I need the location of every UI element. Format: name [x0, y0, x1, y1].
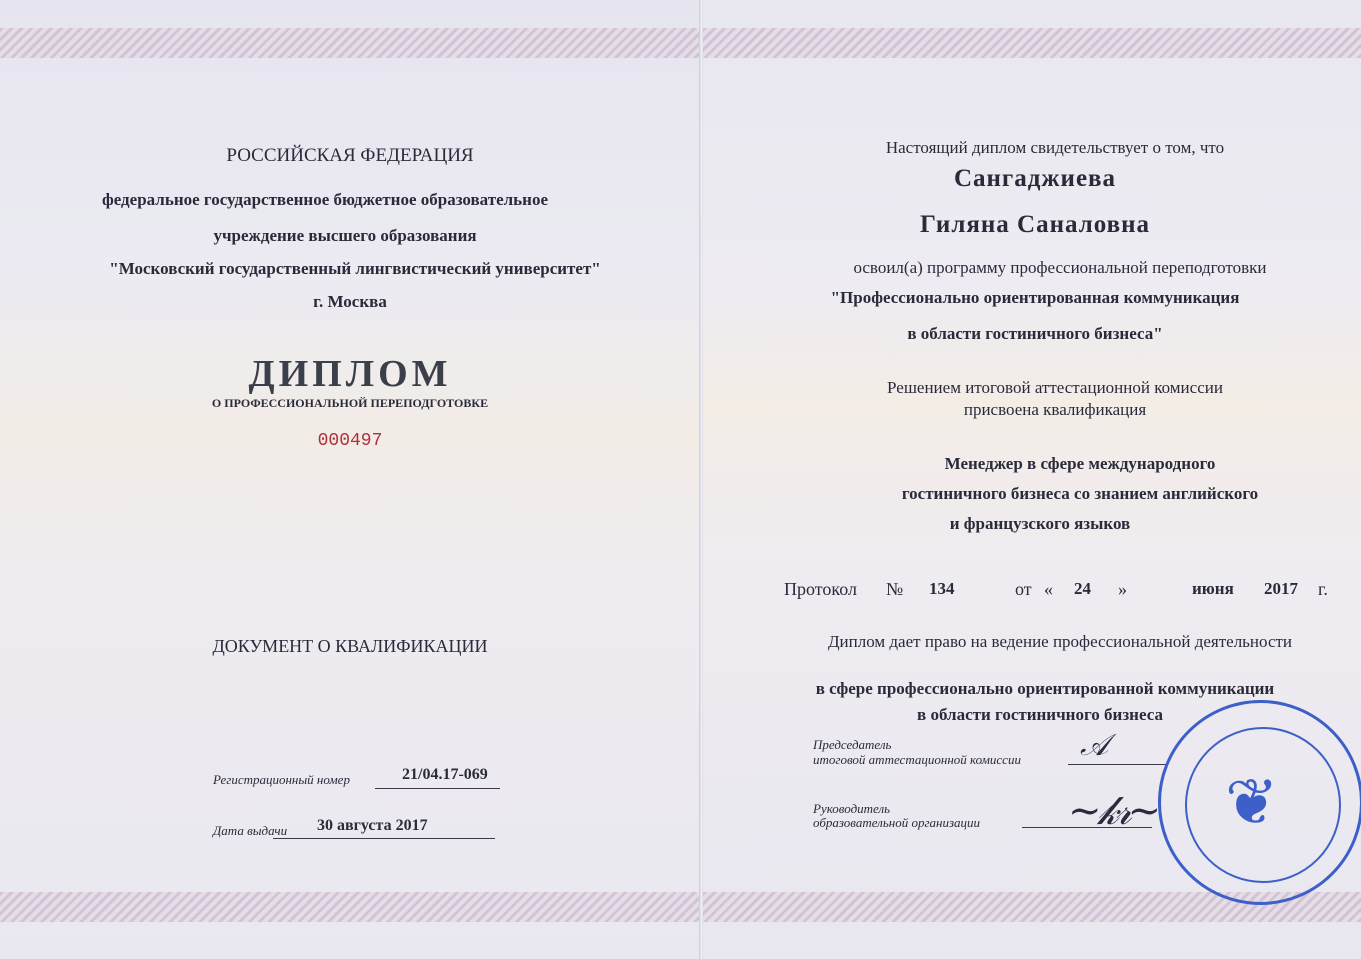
holder-given-names: Гиляна Саналовна: [919, 211, 1151, 238]
rights-text: Диплом дает право на ведение профессиональной деятельности: [827, 632, 1293, 651]
qualification-line-1: Менеджер в сфере международного: [944, 454, 1216, 473]
activity-sphere-line-1: в сфере профессионально ориентированной коммуникации: [815, 679, 1275, 698]
mastered-program-text: освоил(а) программу профессиональной переподготовки: [853, 258, 1267, 277]
issue-date-label: Дата выдачи: [213, 823, 288, 838]
program-name-line-2: в области гостиничного бизнеса": [907, 324, 1163, 343]
holder-surname: Сангаджиева: [953, 165, 1117, 192]
diploma-subtitle: О ПРОФЕССИОНАЛЬНОЙ ПЕРЕПОДГОТОВКЕ: [211, 396, 489, 410]
certifies-intro: Настоящий диплом свидетельствует о том, что: [885, 138, 1225, 157]
protocol-number: 134: [929, 579, 955, 598]
chairman-label-line-1: Председатель: [813, 737, 892, 752]
city: г. Москва: [313, 292, 387, 311]
qualification-line-2: гостиничного бизнеса со знанием английского: [901, 484, 1259, 503]
issue-date: 30 августа 2017: [317, 817, 428, 834]
protocol-number-sign: №: [886, 579, 904, 599]
head-label-line-2: образовательной организации: [813, 815, 981, 830]
commission-decision-line-1: Решением итоговой аттестационной комиссии: [887, 378, 1223, 397]
protocol-day: 24: [1074, 579, 1091, 598]
protocol-year: 2017: [1264, 579, 1298, 598]
bottom-ornament-band: [0, 892, 700, 922]
diploma-number: 000497: [317, 431, 383, 451]
protocol-quote-close: »: [1118, 579, 1127, 599]
document-type: ДОКУМЕНТ О КВАЛИФИКАЦИИ: [212, 636, 488, 656]
registration-label: Регистрационный номер: [213, 772, 350, 787]
official-seal-stamp: [1158, 700, 1361, 905]
top-ornament-band: [0, 28, 700, 58]
protocol-year-suffix: г.: [1318, 579, 1328, 599]
double-headed-eagle-icon: ❦: [1225, 766, 1279, 840]
institution-line-3: "Московский государственный лингвистический университет": [109, 259, 601, 278]
qualification-line-3: и французского языков: [949, 514, 1131, 533]
protocol-month: июня: [1192, 579, 1234, 598]
protocol-from: от: [1015, 579, 1032, 599]
protocol-quote-open: «: [1044, 579, 1053, 599]
chairman-signature-line: [1068, 764, 1168, 765]
country-heading: РОССИЙСКАЯ ФЕДЕРАЦИЯ: [226, 145, 474, 166]
issue-date-underline: [273, 838, 495, 839]
institution-line-2: учреждение высшего образования: [213, 226, 477, 245]
diploma-title: ДИПЛОМ: [248, 353, 452, 395]
activity-sphere-line-2: в области гостиничного бизнеса: [917, 705, 1163, 724]
registration-underline: [375, 788, 500, 789]
top-ornament-band: [703, 28, 1361, 58]
head-signature: ~𝓀𝓇~: [1068, 788, 1158, 834]
institution-line-1: федеральное государственное бюджетное образовательное: [101, 190, 549, 209]
protocol-label: Протокол: [784, 579, 857, 599]
head-label-line-1: Руководитель: [813, 801, 891, 816]
chairman-signature: 𝒜: [1080, 728, 1109, 763]
chairman-label-line-2: итоговой аттестационной комиссии: [813, 752, 1021, 767]
registration-number: 21/04.17-069: [402, 766, 488, 783]
program-name-line-1: "Профессионально ориентированная коммуникация: [830, 288, 1240, 307]
commission-decision-line-2: присвоена квалификация: [963, 400, 1147, 419]
